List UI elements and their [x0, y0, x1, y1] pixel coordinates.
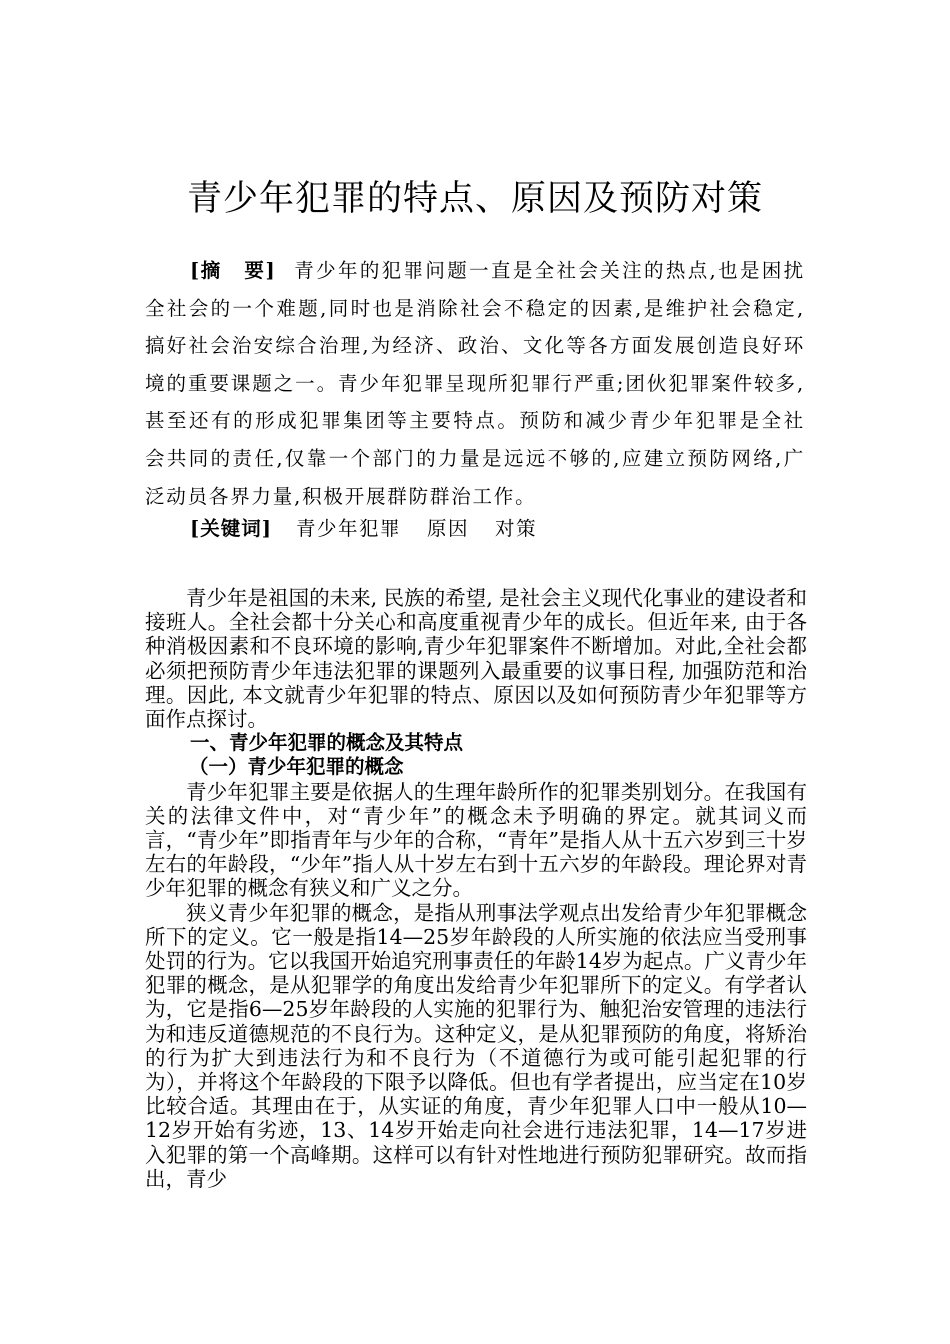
paragraph: 青少年犯罪主要是依据人的生理年龄所作的犯罪类别划分。在我国有关的法律文件中，对“青少年”的概念未予明确的界定。就其词义而言，“青少年”即指青年与少年的合称，“青年”是指人从十五六岁到三十岁左右的年龄段，“少年”指人从十岁左右到十五六岁的年龄段。理论界对青少年犯罪的概念有狭义和广义之分。 — [145, 779, 807, 901]
document-title: 青少年犯罪的特点、原因及预防对策 — [186, 179, 763, 219]
intro-paragraph: 青少年是祖国的未来, 民族的希望, 是社会主义现代化事业的建设者和接班人。全社会都十分关心和高度重视青少年的成长。但近年来, 由于各种消极因素和不良环境的影响,青少年犯罪案件不断增加。对此,全社会都必须把预防青少年违法犯罪的课题列入最重要的议事日程, 加强防范和治理。因此, 本文就青少年犯罪的特点、原因以及如何预防青少年犯罪等方面作点探讨。 — [145, 586, 807, 732]
keywords — [190, 513, 810, 545]
keyword-item: 青少年犯罪 — [295, 517, 401, 540]
abstract-text: 青少年的犯罪问题一直是全社会关注的热点,也是困扰全社会的一个难题,同时也是消除社会不稳定的因素,是维护社会稳定,搞好社会治安综合治理,为经济、政治、文化等各方面发展创造良好环境的重要课题之一。青少年犯罪呈现所犯罪行严重;团伙犯罪案件较多,甚至还有的形成犯罪集团等主要特点。预防和减少青少年犯罪是全社会共同的责任,仅靠一个部门的力量是远远不够的,应建立预防网络,广泛动员各界力量,积极开展群防群治工作。 — [145, 259, 805, 508]
body-text — [145, 586, 807, 1191]
keywords-label: [关键词] — [190, 517, 272, 540]
abstract-label: [摘 要] — [190, 259, 276, 282]
keyword-item: 原因 — [426, 517, 469, 540]
keyword-item: 对策 — [494, 517, 537, 540]
paragraph: 狭义青少年犯罪的概念，是指从刑事法学观点出发给青少年犯罪概念所下的定义。它一般是指14—25岁年龄段的人所实施的依法应当受刑事处罚的行为。它以我国开始追究刑事责任的年龄14岁为起点。广义青少年犯罪的概念，是从犯罪学的角度出发给青少年犯罪所下的定义。有学者认为，它是指6—25岁年龄段的人实施的犯罪行为、触犯治安管理的违法行为和违反道德规范的不良行为。这种定义，是从犯罪预防的角度，将矫治的行为扩大到违法行为和不良行为（不道德行为或可能引起犯罪的行为），并将这个年龄段的下限予以降低。但也有学者提出，应当定在10岁比较合适。其理由在于，从实证的角度，青少年犯罪人口中一般从10—12岁开始有劣迹，13、14岁开始走向社会进行违法犯罪，14—17岁进入犯罪的第一个高峰期。这样可以有针对性地进行预防犯罪研究。故而指出，青少 — [145, 900, 807, 1191]
subsection-heading: （一）青少年犯罪的概念 — [189, 755, 404, 779]
section-heading: 一、青少年犯罪的概念及其特点 — [190, 731, 464, 755]
abstract — [145, 252, 805, 515]
